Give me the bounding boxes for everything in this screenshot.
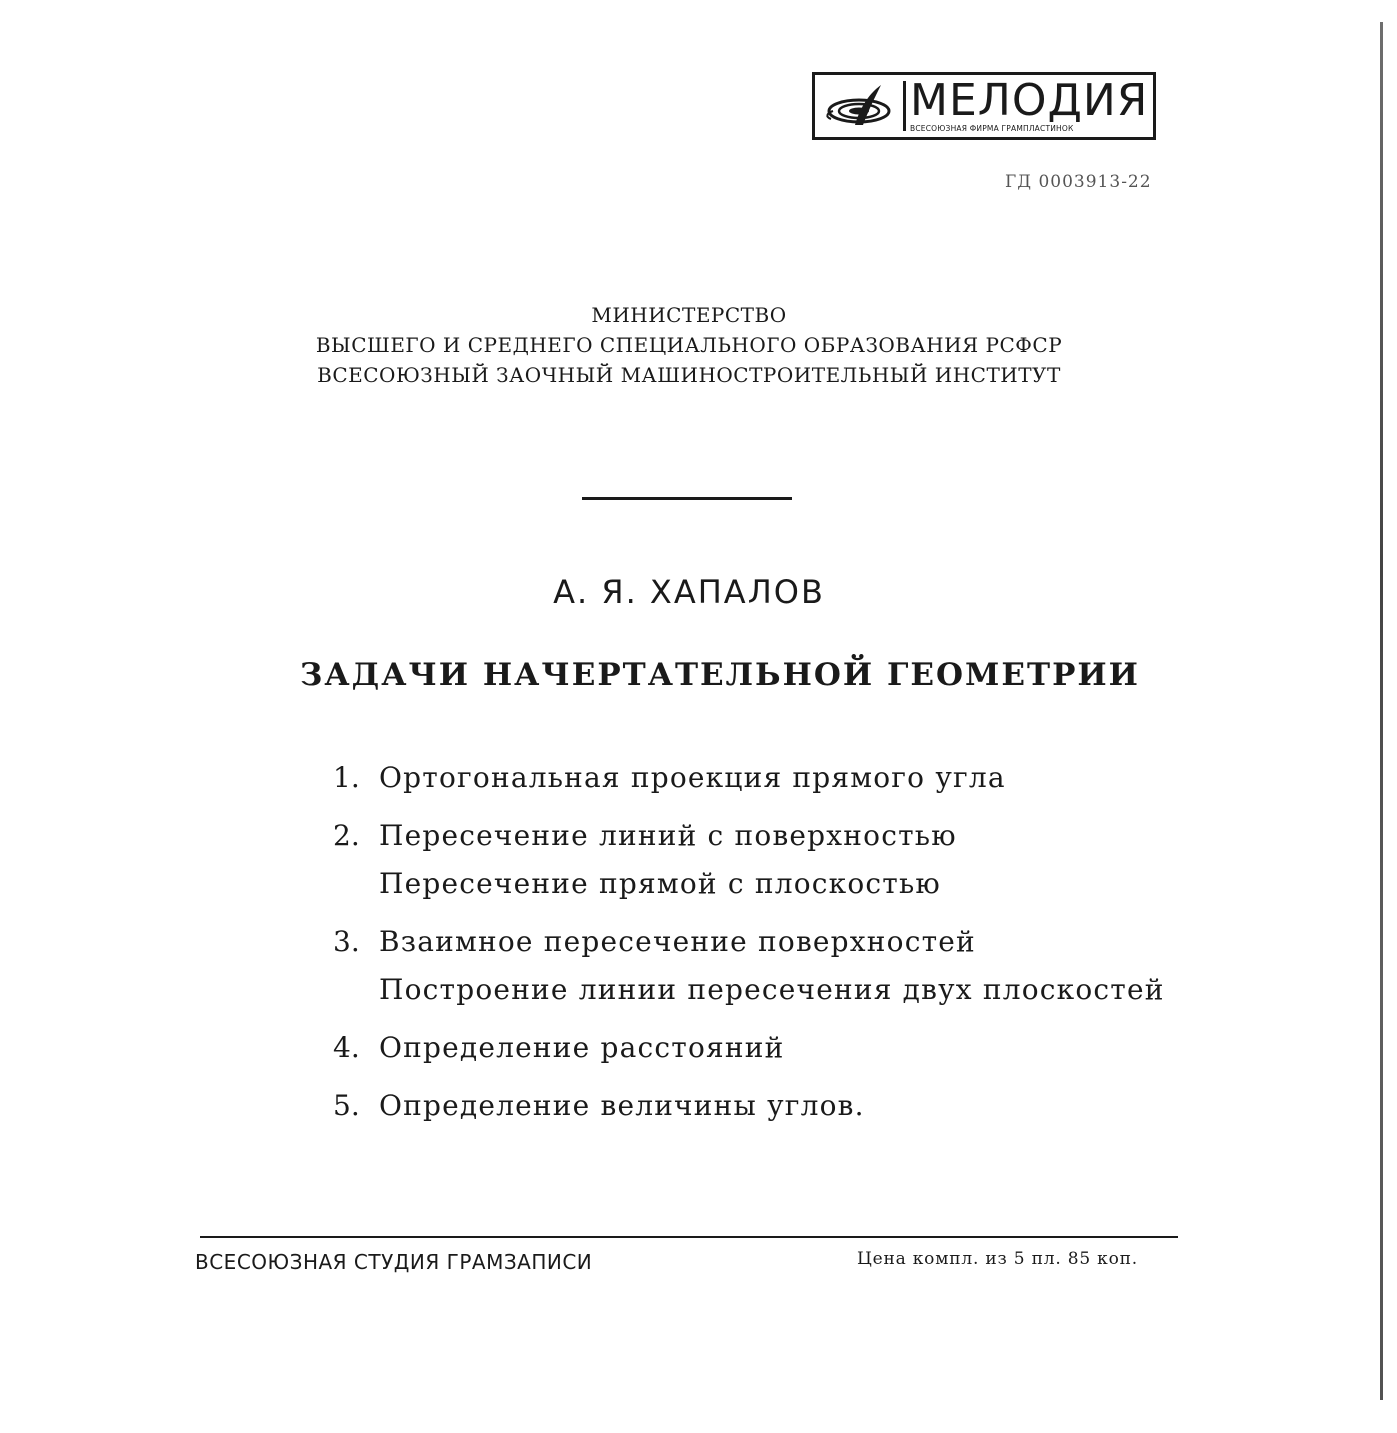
melodiya-logo [812,72,1156,140]
item-line: Построение линии пересечения двух плоскостей [379,973,1165,1006]
contents-item-1 [333,754,1165,802]
item-line: Ортогональная проекция прямого угла [379,761,1006,794]
item-line: Определение расстояний [379,1031,785,1064]
divider-short [582,497,792,500]
item-line: Пересечение прямой с плоскостью [379,867,941,900]
item-number: 3. [333,925,360,958]
logo-text [906,75,1153,137]
logo-subtitle: ВСЕСОЮЗНАЯ ФИРМА ГРАМПЛАСТИНОК [910,124,1074,133]
scan-edge [1380,22,1383,1400]
ministry-line-3: ВСЕСОЮЗНЫЙ ЗАОЧНЫЙ МАШИНОСТРОИТЕЛЬНЫЙ ИНСТИТУТ [317,363,1061,387]
ministry-line-1: МИНИСТЕРСТВО [591,303,787,327]
price-note: Цена компл. из 5 пл. 85 коп. [857,1249,1138,1269]
author-name: А. Я. ХАПАЛОВ [553,573,825,611]
ministry-header [0,300,1378,390]
item-line: Определение величины углов. [379,1089,865,1122]
item-line: Пересечение линий с поверхностью [379,819,957,852]
contents-item-5 [333,1082,1165,1130]
contents-list [333,754,1165,1140]
catalog-number: ГД 0003913-22 [1005,172,1152,192]
item-number: 5. [333,1089,360,1122]
melodiya-emblem-icon [815,75,903,137]
item-number: 1. [333,761,360,794]
document-title: ЗАДАЧИ НАЧЕРТАТЕЛЬНОЙ ГЕОМЕТРИИ [300,657,1140,693]
footer-rule [200,1236,1178,1238]
logo-name: МЕЛОДИЯ [910,75,1149,126]
contents-item-4 [333,1024,1165,1072]
contents-item-3 [333,918,1165,1014]
item-number: 2. [333,819,360,852]
contents-item-2 [333,812,1165,908]
item-line: Взаимное пересечение поверхностей [379,925,976,958]
ministry-line-2: ВЫСШЕГО И СРЕДНЕГО СПЕЦИАЛЬНОГО ОБРАЗОВАНИЯ РСФСР [315,333,1063,357]
item-number: 4. [333,1031,360,1064]
studio-name: ВСЕСОЮЗНАЯ СТУДИЯ ГРАМЗАПИСИ [195,1250,593,1274]
